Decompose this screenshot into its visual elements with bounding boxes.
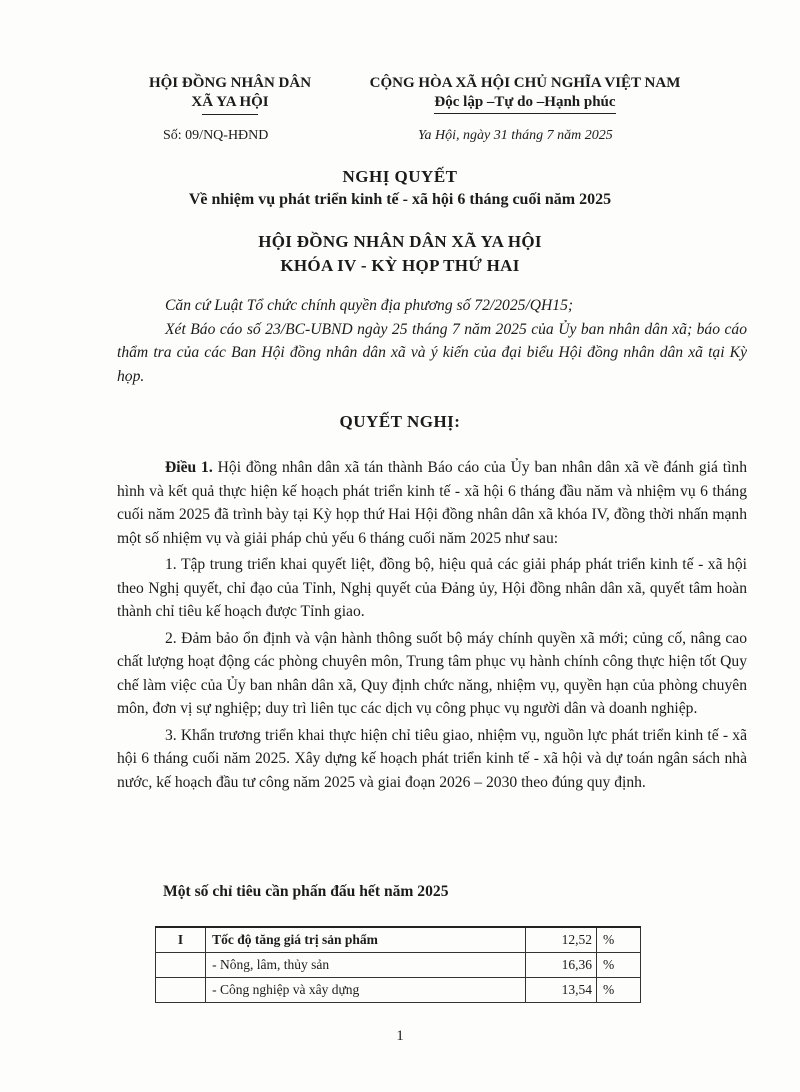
indicator-value: 13,54 (526, 978, 597, 1003)
org-name-line2: XÃ YA HỘI (191, 94, 269, 110)
indicator-name: - Nông, lâm, thủy sản (206, 953, 526, 978)
council-session: KHÓA IV - KỲ HỌP THỨ HAI (280, 256, 520, 275)
indicator-unit: % (596, 953, 640, 978)
indicator-table-title: Một số chỉ tiêu cần phấn đấu hết năm 2025 (163, 883, 449, 900)
resolution-title: NGHỊ QUYẾT (342, 167, 458, 186)
council-name: HỘI ĐỒNG NHÂN DÂN XÃ YA HỘI (258, 232, 542, 251)
preamble (117, 294, 747, 388)
article-1-item-1: 1. Tập trung triển khai quyết liệt, đồng bộ, hiệu quả các giải pháp phát triển kinh tế - xã hội theo Nghị quyết, chỉ đạo của Tỉnh, Nghị quyết của Đảng ủy, Hội đồng nhân dân xã, quyết tâm hoàn thành chỉ tiêu kế hoạch được Tỉnh giao. (117, 556, 747, 620)
preamble-legal-basis: Căn cứ Luật Tổ chức chính quyền địa phương số 72/2025/QH15; (165, 297, 574, 314)
article-1-intro (117, 456, 747, 550)
indicator-unit: % (596, 978, 640, 1003)
table-row (156, 927, 641, 953)
decision-heading: QUYẾT NGHỊ: (339, 412, 461, 431)
resolution-subtitle: Về nhiệm vụ phát triển kinh tế - xã hội 6 tháng cuối năm 2025 (188, 191, 612, 208)
article-1-item-2: 2. Đảm bảo ổn định và vận hành thông suốt bộ máy chính quyền xã mới; củng cố, nâng cao chất lượng hoạt động các phòng chuyên môn, Trung tâm phục vụ hành chính công thực hiện tốt Quy chế làm việc của Ủy ban nhân dân xã, Quy định chức năng, nhiệm vụ, quyền hạn của phòng chuyên môn, đơn vị sự nghiệp; duy trì liên tục các dịch vụ công phục vụ người dân và doanh nghiệp. (117, 629, 747, 717)
row-number (156, 978, 206, 1003)
indicator-table (155, 926, 641, 1003)
document-number: Số: 09/NQ-HĐND (163, 128, 269, 143)
indicator-unit: % (596, 927, 640, 953)
org-name-line1: HỘI ĐỒNG NHÂN DÂN (148, 75, 312, 91)
indicator-value: 16,36 (526, 953, 597, 978)
nation-motto: Độc lập –Tự do –Hạnh phúc (434, 93, 615, 114)
org-underline (202, 114, 258, 115)
article-1-text: Hội đồng nhân dân xã tán thành Báo cáo của Ủy ban nhân dân xã về đánh giá tình hình và kết quả thực hiện kế hoạch phát triển kinh tế - xã hội 6 tháng đầu năm và nhiệm vụ 6 tháng cuối năm 2025 đã trình bày tại Kỳ họp thứ Hai Hội đồng nhân dân xã khóa IV, đồng thời nhấn mạnh một số nhiệm vụ và giải pháp chủ yếu 6 tháng cuối năm 2025 như sau: (117, 459, 748, 547)
nation-name: CỘNG HÒA XÃ HỘI CHỦ NGHĨA VIỆT NAM (369, 75, 681, 91)
table-row (156, 978, 641, 1003)
indicator-name: Tốc độ tăng giá trị sản phẩm (206, 927, 526, 953)
article-1 (117, 456, 747, 794)
indicator-value: 12,52 (526, 927, 597, 953)
article-1-item-3: 3. Khẩn trương triển khai thực hiện chỉ tiêu giao, nhiệm vụ, nguồn lực phát triển kinh tế - xã hội 6 tháng cuối năm 2025. Xây dựng kế hoạch phát triển kinh tế - xã hội và dự toán ngân sách nhà nước, kế hoạch đầu tư công năm 2025 và giai đoạn 2026 – 2030 theo đúng quy định. (117, 726, 747, 791)
row-number (156, 953, 206, 978)
preamble-consideration: Xét Báo cáo số 23/BC-UBND ngày 25 tháng 7 năm 2025 của Ủy ban nhân dân xã; báo cáo thẩm tra của các Ban Hội đồng nhân dân xã và ý kiến của đại biểu Hội đồng nhân dân xã tại Kỳ họp. (117, 320, 747, 385)
issuing-authority (130, 74, 330, 115)
national-header (330, 74, 720, 114)
row-number: I (156, 927, 206, 953)
page-number: 1 (396, 1028, 404, 1044)
indicator-name: - Công nghiệp và xây dựng (206, 978, 526, 1003)
table-row (156, 953, 641, 978)
document-date: Ya Hội, ngày 31 tháng 7 năm 2025 (418, 128, 613, 143)
article-1-label: Điều 1. (165, 459, 213, 476)
